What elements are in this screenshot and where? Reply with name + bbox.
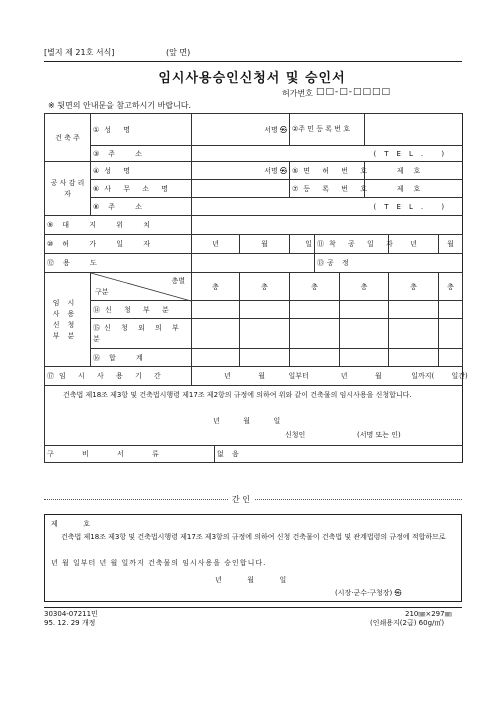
application-month: 월 (243, 417, 250, 425)
period-field[interactable] (192, 367, 468, 386)
cell[interactable] (439, 349, 463, 367)
owner-reg-label: ②주 민 등 록 번 호 (290, 114, 365, 146)
period-from-month: 월 (258, 372, 266, 380)
row-total-label: ⑯합 계 (91, 349, 192, 367)
approval-no-suffix: 호 (83, 520, 90, 528)
progress-label: ⑬공 정 (317, 259, 352, 267)
notice-text: ※ 뒷면의 안내문을 참고하시기 바랍니다. (48, 101, 192, 110)
page-title: 임시사용승인신청서 및 승인서 (158, 71, 346, 86)
site-location-field[interactable] (192, 216, 463, 235)
supervisor-office-label: ⑥사 무 소 명 (91, 180, 192, 198)
cell[interactable] (340, 349, 389, 367)
documents-label: 구 비 서 류 (45, 446, 215, 463)
period-to-year: 년 (340, 372, 348, 380)
supervisor-address-label: ⑧주 소 (91, 198, 192, 216)
applicant-sign[interactable]: (서명 또는 인) (357, 431, 401, 439)
supervisor-license-field[interactable] (365, 162, 463, 180)
top-rule (44, 61, 462, 62)
cell[interactable] (240, 301, 290, 319)
owner-name-label: ①성 명 (91, 114, 192, 146)
page-side: (앞 면) (166, 48, 191, 57)
approval-text-b: 년 월 일부터 년 월 일까지 건축물의 임시사용을 승인합니다. (51, 559, 267, 567)
permit-year[interactable]: 년 (192, 235, 240, 254)
footer-code: 30304-07211민 (44, 610, 98, 618)
cell[interactable] (240, 319, 290, 349)
application-year: 년 (213, 417, 220, 425)
supervisor-reg-label: ⑦등 록 번 호 (290, 180, 365, 198)
period-label: ⑰임 시 사 용 기 간 (45, 367, 192, 386)
floor-col-4: 층 (340, 273, 389, 301)
cell[interactable] (192, 301, 240, 319)
cell[interactable] (192, 319, 240, 349)
supervisor-sign-mark: 서명 ㉿ (264, 166, 288, 175)
approval-year: 년 (215, 576, 222, 584)
cell[interactable] (290, 349, 340, 367)
floor-col-3: 층 (290, 273, 340, 301)
footer-paper-spec: (인쇄용지(2급) 60g/㎡) (370, 619, 445, 627)
row-applied-label: ⑭신 청 부 분 (91, 301, 192, 319)
cell[interactable] (240, 349, 290, 367)
permit-no-value: □□-□-□□□□ (316, 87, 392, 97)
row-other-label: ⑮신 청 외 의 부 분 (91, 319, 192, 349)
cell[interactable] (340, 319, 389, 349)
owner-address-label: ③주 소 (91, 146, 192, 162)
period-to-day: 일까지( (411, 372, 435, 380)
period-from-year: 년 (224, 372, 231, 380)
owner-tel: (TEL. ) (373, 149, 453, 158)
period-days: 일간) (451, 372, 468, 380)
application-date (213, 416, 280, 426)
supervisor-name-field[interactable] (192, 162, 290, 180)
corner-top-label: 층별 (171, 277, 186, 285)
permit-day[interactable]: 일 (290, 235, 315, 254)
cell[interactable] (290, 301, 340, 319)
bottom-rule (44, 607, 462, 608)
approval-day: 일 (279, 576, 287, 584)
approval-text-a: 건축법 제18조 제3항 및 건축법시행령 제17조 제3항의 규정에 의하여 신청 건축물이 건축법 및 관계법령의 규정에 적합하므로 (61, 533, 446, 541)
cell[interactable] (439, 319, 463, 349)
supervisor-tel: (TEL. ) (373, 202, 453, 211)
application-day: 일 (273, 417, 281, 425)
owner-sign-mark: 서명 ㉿ (264, 125, 288, 134)
progress-cell[interactable] (315, 254, 463, 273)
owner-address-field[interactable] (192, 146, 463, 162)
footer-revised: 95. 12. 29 개정 (44, 619, 96, 627)
footer-paper-size: 210㎜×297㎜ (405, 610, 452, 618)
cell[interactable] (389, 319, 439, 349)
start-month[interactable]: 월 (439, 235, 463, 254)
use-field[interactable] (192, 254, 315, 273)
site-location-label: ⑨대 지 위 치 (45, 216, 192, 235)
application-text: 건축법 제18조 제3항 및 건축법시행령 제17조 제2항의 규정에 의하여 위와 같이 건축물의 임시사용을 신청합니다. (63, 391, 412, 399)
approval-number (51, 519, 90, 529)
floor-col-6: 층 (439, 273, 463, 301)
floor-col-2: 층 (240, 273, 290, 301)
approval-no-prefix: 제 (51, 520, 58, 528)
supervisor-license-label: ⑤면 허 번 호 (290, 162, 365, 180)
supervisor-address-field[interactable] (192, 198, 463, 216)
temp-area-section-label: 임시사용신청부분 (45, 273, 91, 367)
application-statement-cell (45, 386, 463, 446)
supervisor-name-label: ④성 명 (91, 162, 192, 180)
corner-bottom-label: 구분 (95, 288, 109, 296)
approval-month: 월 (247, 576, 254, 584)
owner-section-label: 건 축 주 (45, 114, 91, 162)
applicant-label: 신청인 (285, 431, 306, 439)
supervisor-reg-field[interactable] (365, 180, 463, 198)
supervisor-license-no: 제호 (396, 166, 431, 175)
cell[interactable] (290, 319, 340, 349)
approval-issuer: (시장·군수·구청장) ㉿ (335, 589, 402, 597)
start-year[interactable]: 년 (389, 235, 439, 254)
cell[interactable] (389, 301, 439, 319)
floor-col-5: 층 (389, 273, 439, 301)
cell[interactable] (192, 349, 240, 367)
separator-label: 간 인 (228, 494, 254, 505)
cell[interactable] (439, 301, 463, 319)
permit-month[interactable]: 월 (240, 235, 290, 254)
form-number: [별지 제 21호 서식] (44, 48, 115, 57)
period-to-month: 월 (374, 372, 382, 380)
approval-box (44, 514, 462, 602)
supervisor-office-field[interactable] (192, 180, 290, 198)
cell[interactable] (389, 349, 439, 367)
floor-col-1: 층 (192, 273, 240, 301)
application-form-table (44, 113, 468, 463)
floor-header-corner (91, 273, 192, 301)
permit-no-label: 허가번호 (282, 89, 313, 98)
start-date-label: ⑪착 공 일 자 (315, 235, 389, 254)
owner-name-field[interactable] (192, 114, 290, 146)
documents-value: 없 음 (215, 446, 463, 463)
permit-date-label: ⑩허 가 일 자 (45, 235, 192, 254)
period-from-day: 일부터 (288, 372, 309, 380)
use-label: ⑫용 도 (45, 254, 192, 273)
owner-reg-field[interactable] (365, 114, 463, 146)
supervisor-reg-no: 제호 (396, 184, 431, 193)
approval-date (215, 575, 286, 585)
cell[interactable] (340, 301, 389, 319)
supervisor-section-label: 공 사 감 리 자 (45, 162, 91, 216)
